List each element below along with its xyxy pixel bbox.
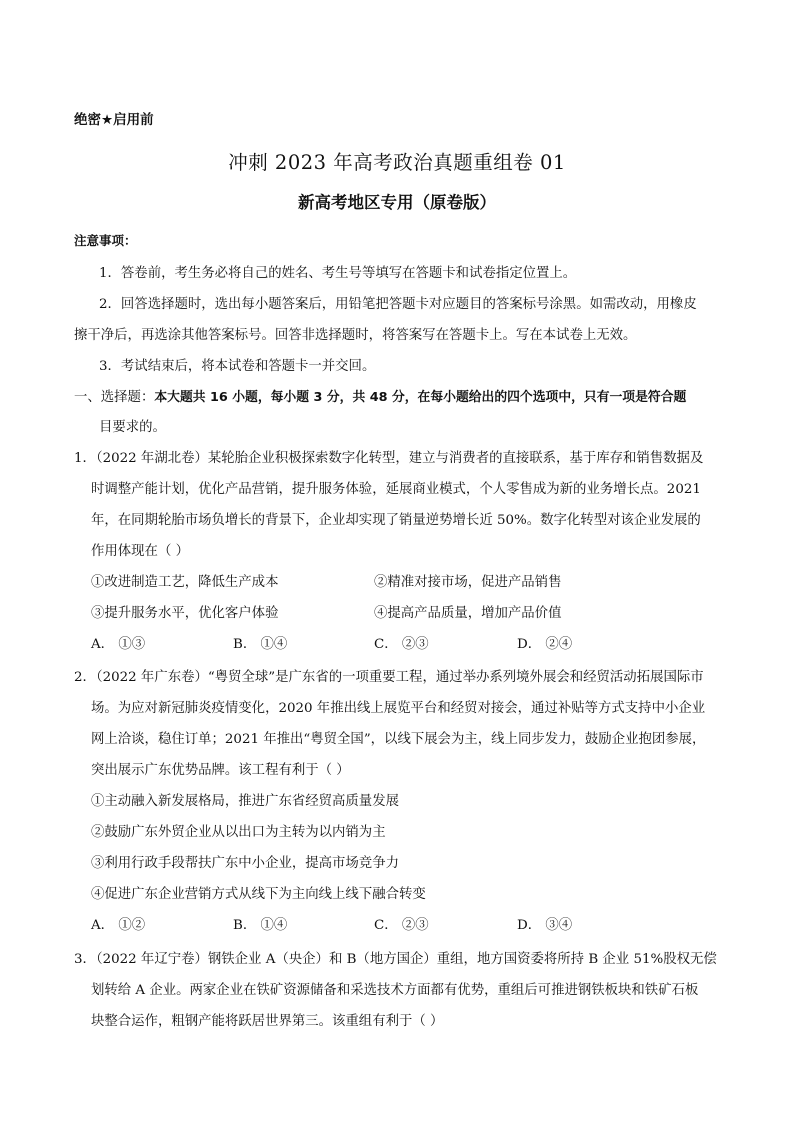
page-title: 冲刺 2023 年高考政治真题重组卷 01 [228, 151, 566, 174]
question-2-line: 网上洽谈，稳住订单；2021 年推出“粤贸全国”，以线下展会为主，线上同步发力，鼓励企业抱团参展， [91, 732, 706, 747]
question-1-statement: ③提升服务水平，优化客户体验 [91, 606, 279, 621]
question-1-statement: ①改进制造工艺，降低生产成本 [91, 575, 279, 590]
question-1-choice-a[interactable]: A． ①③ [91, 637, 146, 652]
question-3-line: 3．（2022 年辽宁卷）钢铁企业 A（央企）和 B（地方国企）重组，地方国资委将所持 B 企业 51%股权无偿 [74, 952, 717, 967]
page-subtitle: 新高考地区专用（原卷版） [298, 193, 496, 212]
question-2-statement: ①主动融入新发展格局，推进广东省经贸高质量发展 [91, 794, 399, 809]
question-1-choice-b[interactable]: B． ①④ [233, 637, 288, 652]
question-1-line: 时调整产能计划，优化产品营销，提升服务体验，延展商业模式，个人零售成为新的业务增长点。2021 [91, 482, 701, 497]
section-heading-prefix: 一、选择题： [74, 390, 155, 405]
question-2-statement: ③利用行政手段帮扶广东中小企业，提高市场竞争力 [91, 856, 399, 871]
question-1-statement: ④提高产品质量，增加产品价值 [374, 606, 562, 621]
question-2-line: 2．（2022 年广东卷）“粤贸全球”是广东省的一项重要工程，通过举办系列境外展会和经贸活动拓展国际市 [74, 670, 704, 685]
question-1-line: 年，在同期轮胎市场负增长的背景下，企业却实现了销量逆势增长近 50%。数字化转型对该企业发展的 [91, 513, 701, 528]
notice-heading: 注意事项： [74, 233, 137, 248]
question-1-line: 作用体现在（ ） [91, 544, 189, 559]
notice-item: 2．回答选择题时，选出每小题答案后，用铅笔把答题卡对应题目的答案标号涂黑。如需改动，用橡皮 [99, 297, 697, 312]
question-3-line: 块整合运作，粗钢产能将跃居世界第三。该重组有利于（ ） [91, 1014, 444, 1029]
question-2-statement: ④促进广东企业营销方式从线下为主向线上线下融合转变 [91, 887, 426, 902]
notice-item: 擦干净后，再选涂其他答案标号。回答非选择题时，将答案写在答题卡上。写在本试卷上无效。 [74, 328, 637, 343]
section-heading-bold: 本大题共 16 小题，每小题 3 分，共 48 分，在每小题给出的四个选项中，只有一项是符合题 [154, 390, 687, 405]
question-2-statement: ②鼓励广东外贸企业从以出口为主转为以内销为主 [91, 825, 386, 840]
question-1-choice-c[interactable]: C． ②③ [374, 637, 429, 652]
notice-item: 3．考试结束后，将本试卷和答题卡一并交回。 [99, 359, 376, 374]
question-1-choice-d[interactable]: D． ②④ [517, 637, 573, 652]
question-3-line: 划转给 A 企业。两家企业在铁矿资源储备和采选技术方面都有优势，重组后可推进钢铁板块和铁矿石板 [91, 983, 699, 998]
question-2-line: 突出展示广东优势品牌。该工程有利于（ ） [91, 763, 350, 778]
question-2-choice-c[interactable]: C． ②③ [374, 918, 429, 933]
section-heading [74, 386, 686, 405]
question-2-choice-a[interactable]: A． ①② [91, 918, 146, 933]
secret-mark: 绝密★启用前 [74, 112, 154, 128]
question-2-choice-d[interactable]: D． ③④ [517, 918, 573, 933]
notice-item: 1．答卷前，考生务必将自己的姓名、考生号等填写在答题卡和试卷指定位置上。 [99, 266, 577, 281]
question-2-line: 场。为应对新冠肺炎疫情变化，2020 年推出线上展览平台和经贸对接会，通过补贴等方式支持中小企业 [91, 701, 706, 716]
question-2-choice-b[interactable]: B． ①④ [233, 918, 288, 933]
question-1-line: 1．（2022 年湖北卷）某轮胎企业积极探索数字化转型，建立与消费者的直接联系，基于库存和销售数据及 [74, 451, 704, 466]
section-heading-cont: 目要求的。 [99, 420, 166, 435]
question-1-statement: ②精准对接市场，促进产品销售 [374, 575, 562, 590]
